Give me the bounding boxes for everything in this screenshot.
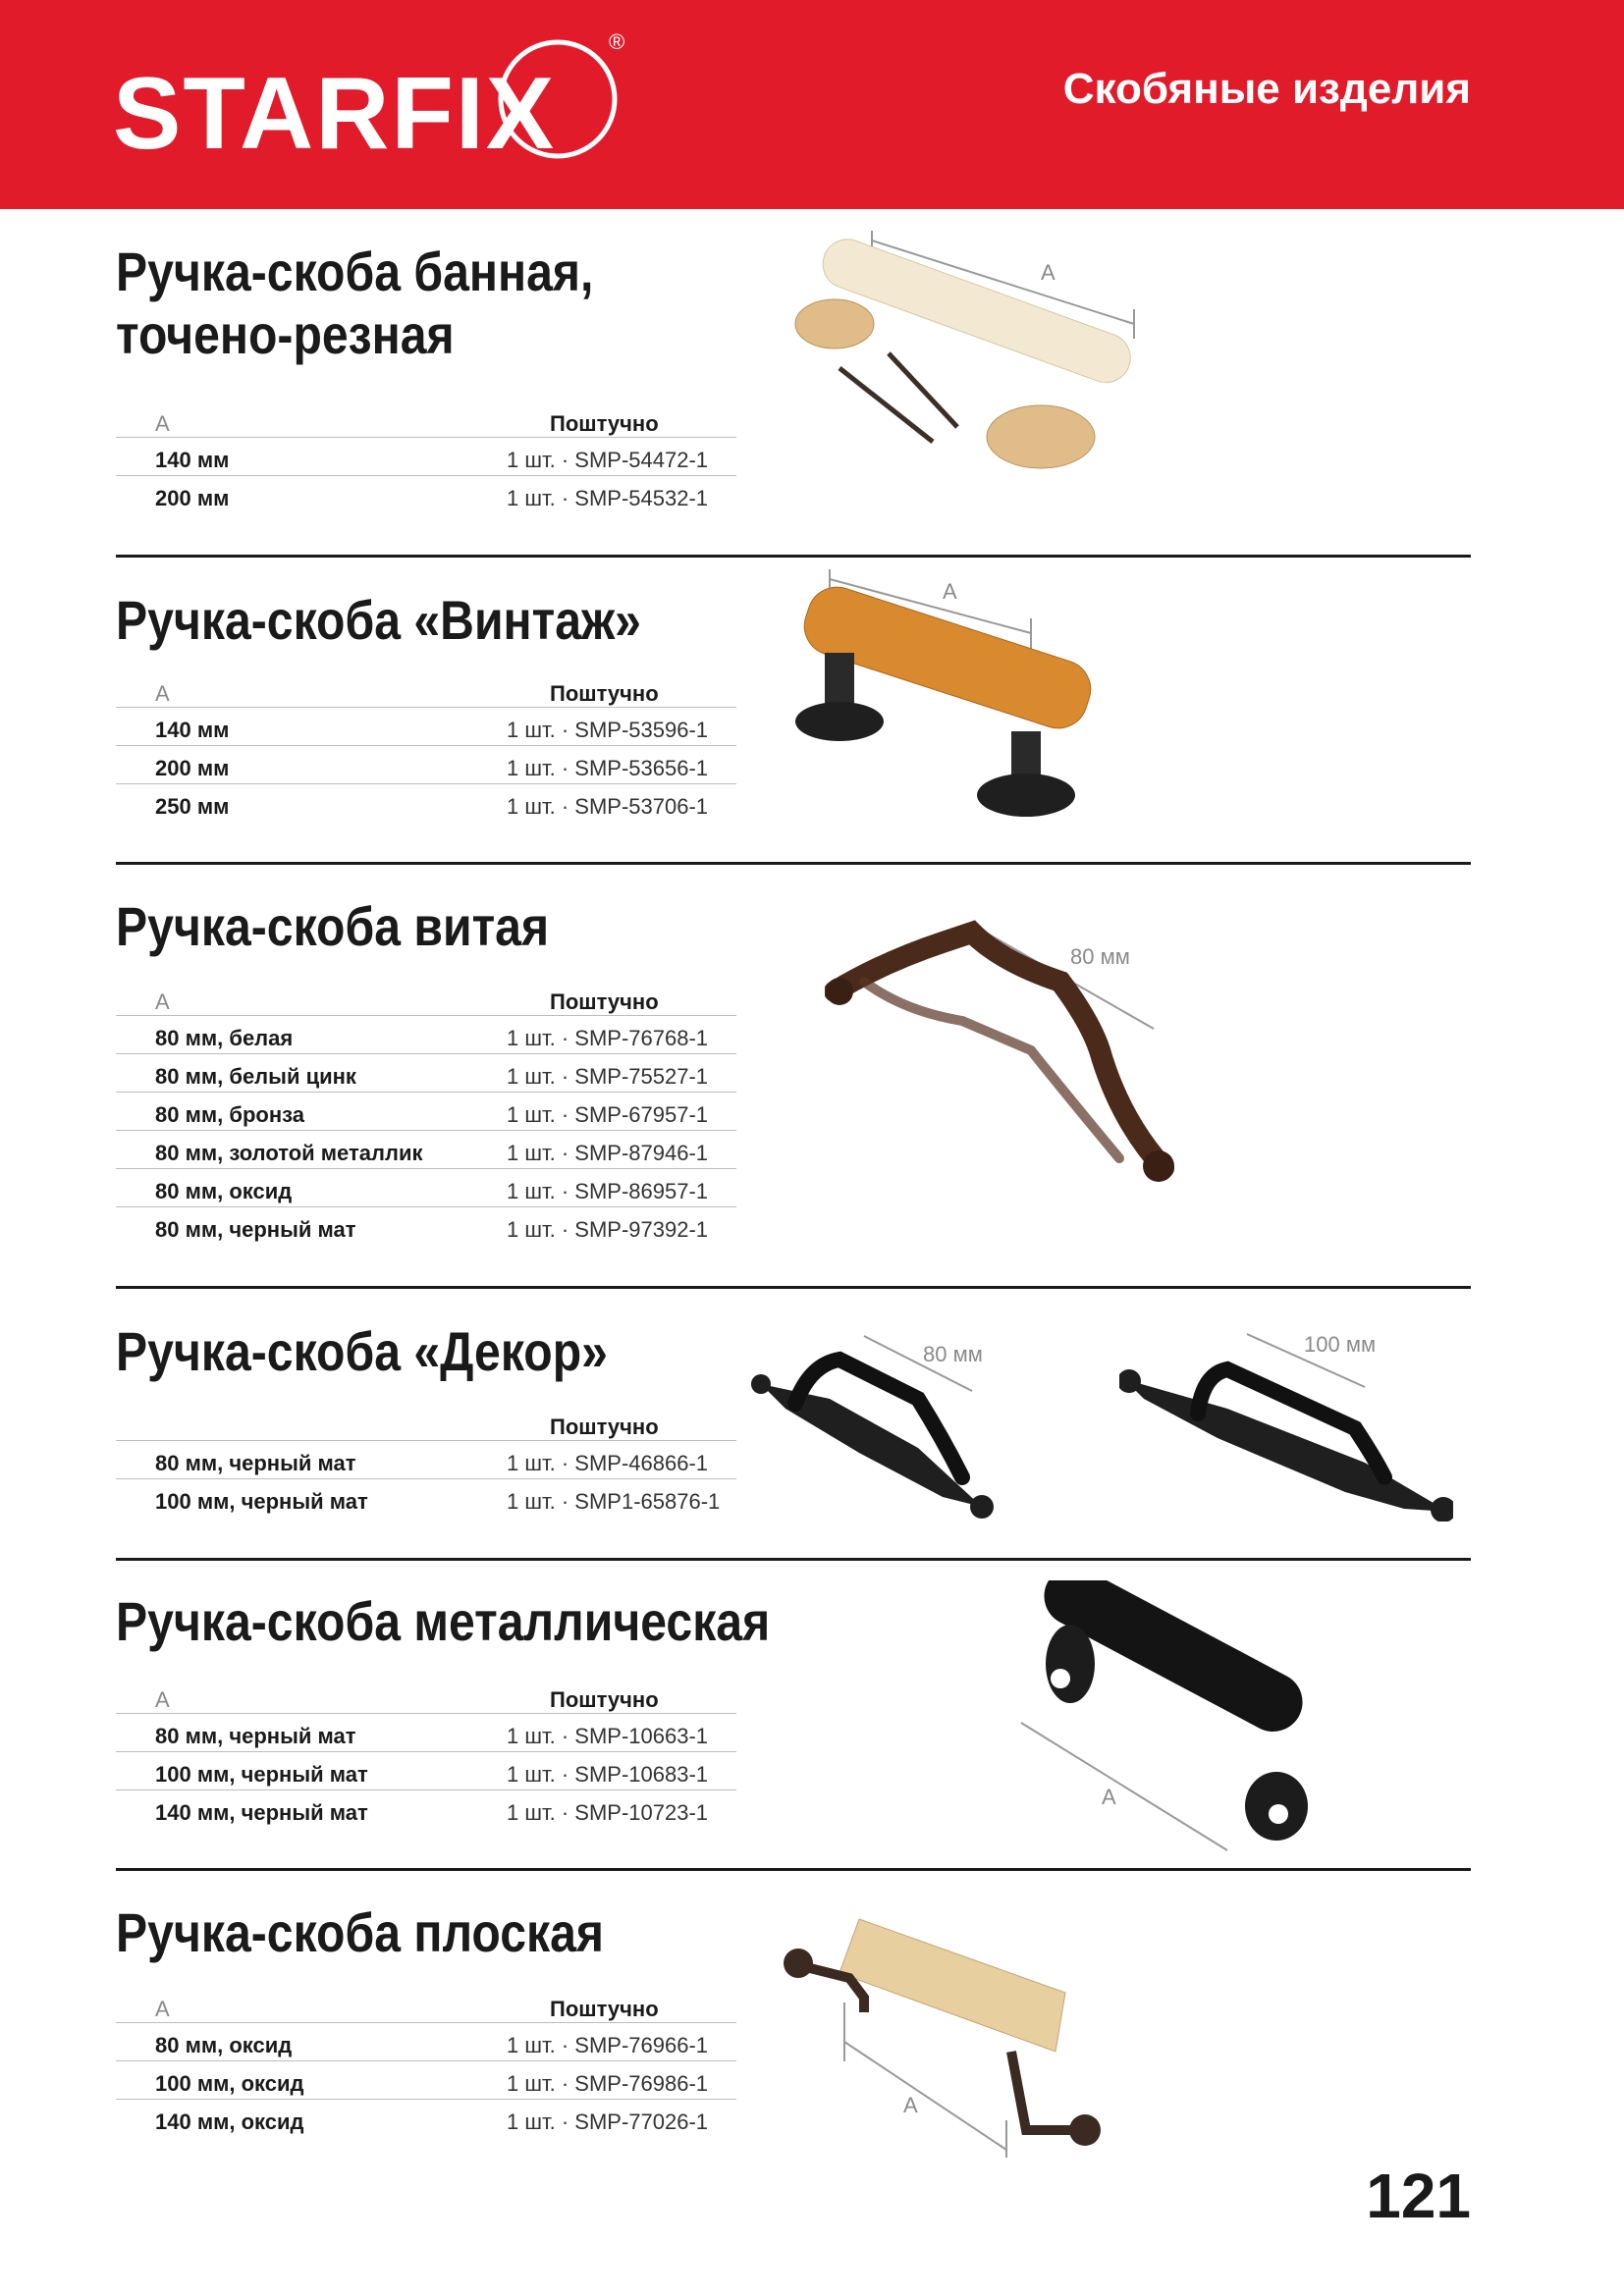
dim-label: A (903, 2093, 918, 2117)
section-divider (116, 1868, 1471, 1871)
col-a-header: A (155, 1687, 170, 1712)
decor-handle-100-image (1119, 1330, 1453, 1522)
table-row: 80 мм, оксид 1 шт. · SMP-86957-1 (116, 1169, 736, 1207)
decor-handle-80-image (751, 1330, 1046, 1522)
table-row: 140 мм, черный мат 1 шт. · SMP-10723-1 (155, 1800, 709, 1825)
table-header (116, 407, 736, 438)
section-divider (116, 1558, 1471, 1561)
col-unit-header: Поштучно (550, 1415, 659, 1439)
table-row: 200 мм 1 шт. · SMP-54532-1 (155, 486, 709, 510)
table-row: 250 мм 1 шт. · SMP-53706-1 (155, 794, 709, 819)
table-row: 200 мм 1 шт. · SMP-53656-1 (116, 746, 736, 784)
dim-label: 100 мм (1304, 1332, 1377, 1357)
page-number: 121 (1366, 2161, 1471, 2231)
table-row: 80 мм, белый цинк 1 шт. · SMP-75527-1 (116, 1054, 736, 1093)
dim-label: A (943, 579, 957, 604)
table-header (116, 986, 736, 1016)
product-table (116, 1683, 736, 1828)
table-row: 80 мм, белая 1 шт. · SMP-76768-1 (116, 1016, 736, 1054)
dim-label: A (1041, 260, 1056, 285)
section-divider (116, 862, 1471, 865)
registered-mark: ® (609, 29, 625, 54)
table-row: 100 мм, черный мат 1 шт. · SMP-10683-1 (116, 1752, 736, 1790)
col-unit-header: Поштучно (550, 1687, 659, 1712)
col-unit-header: Поштучно (550, 681, 659, 706)
dim-label: 80 мм (923, 1342, 983, 1366)
section-twisted-handle (116, 895, 1471, 1242)
col-a-header: A (155, 411, 170, 436)
product-table (116, 1993, 736, 2137)
header-banner (0, 0, 1624, 209)
section-divider (116, 1286, 1471, 1289)
twisted-handle-image (825, 903, 1178, 1188)
table-row: 80 мм, бронза 1 шт. · SMP-67957-1 (116, 1093, 736, 1131)
bath-handle-image (785, 231, 1159, 476)
category-title: Скобяные изделия (1062, 65, 1471, 113)
section-title: Ручка-скоба «Декор» (116, 1320, 608, 1382)
col-unit-header: Поштучно (550, 411, 659, 436)
table-row: 140 мм 1 шт. · SMP-54472-1 (116, 438, 736, 476)
logo-ring-icon (496, 37, 620, 161)
table-row: 80 мм, черный мат 1 шт. · SMP-97392-1 (155, 1217, 709, 1242)
col-a-header: A (155, 681, 170, 706)
table-row: 80 мм, золотой металлик 1 шт. · SMP-87946-1 (116, 1131, 736, 1169)
table-row: 140 мм 1 шт. · SMP-53596-1 (116, 708, 736, 746)
section-title: Ручка-скоба банная, точено-резная (116, 240, 594, 365)
section-title: Ручка-скоба металлическая (116, 1590, 771, 1652)
table-header (116, 677, 736, 708)
metal-handle-image (1011, 1580, 1326, 1855)
col-unit-header: Поштучно (550, 989, 659, 1014)
table-row: 80 мм, черный мат 1 шт. · SMP-10663-1 (116, 1714, 736, 1752)
product-table (116, 677, 736, 822)
col-a-header: A (155, 989, 170, 1014)
product-table (116, 986, 736, 1245)
table-header (116, 1411, 736, 1441)
section-divider (116, 555, 1471, 558)
table-row: 80 мм, оксид 1 шт. · SMP-76966-1 (116, 2023, 736, 2061)
col-unit-header: Поштучно (550, 1997, 659, 2021)
table-row: 140 мм, оксид 1 шт. · SMP-77026-1 (155, 2109, 709, 2134)
dim-label: A (1102, 1785, 1116, 1809)
table-row: 100 мм, оксид 1 шт. · SMP-76986-1 (116, 2061, 736, 2100)
product-table (116, 407, 736, 513)
dim-label: 80 мм (1070, 944, 1130, 969)
section-title: Ручка-скоба плоская (116, 1901, 604, 1963)
brand-logo: STARFIX (113, 57, 557, 171)
table-header (116, 1993, 736, 2023)
product-table (116, 1411, 736, 1517)
section-title: Ручка-скоба витая (116, 895, 550, 957)
table-row: 100 мм, черный мат 1 шт. · SMP1-65876-1 (155, 1489, 721, 1514)
section-title: Ручка-скоба «Винтаж» (116, 589, 641, 651)
flat-handle-image (781, 1904, 1114, 2160)
table-header (116, 1683, 736, 1714)
vintage-handle-image (776, 564, 1110, 829)
table-row: 80 мм, черный мат 1 шт. · SMP-46866-1 (116, 1441, 736, 1479)
col-a-header: A (155, 1997, 170, 2021)
